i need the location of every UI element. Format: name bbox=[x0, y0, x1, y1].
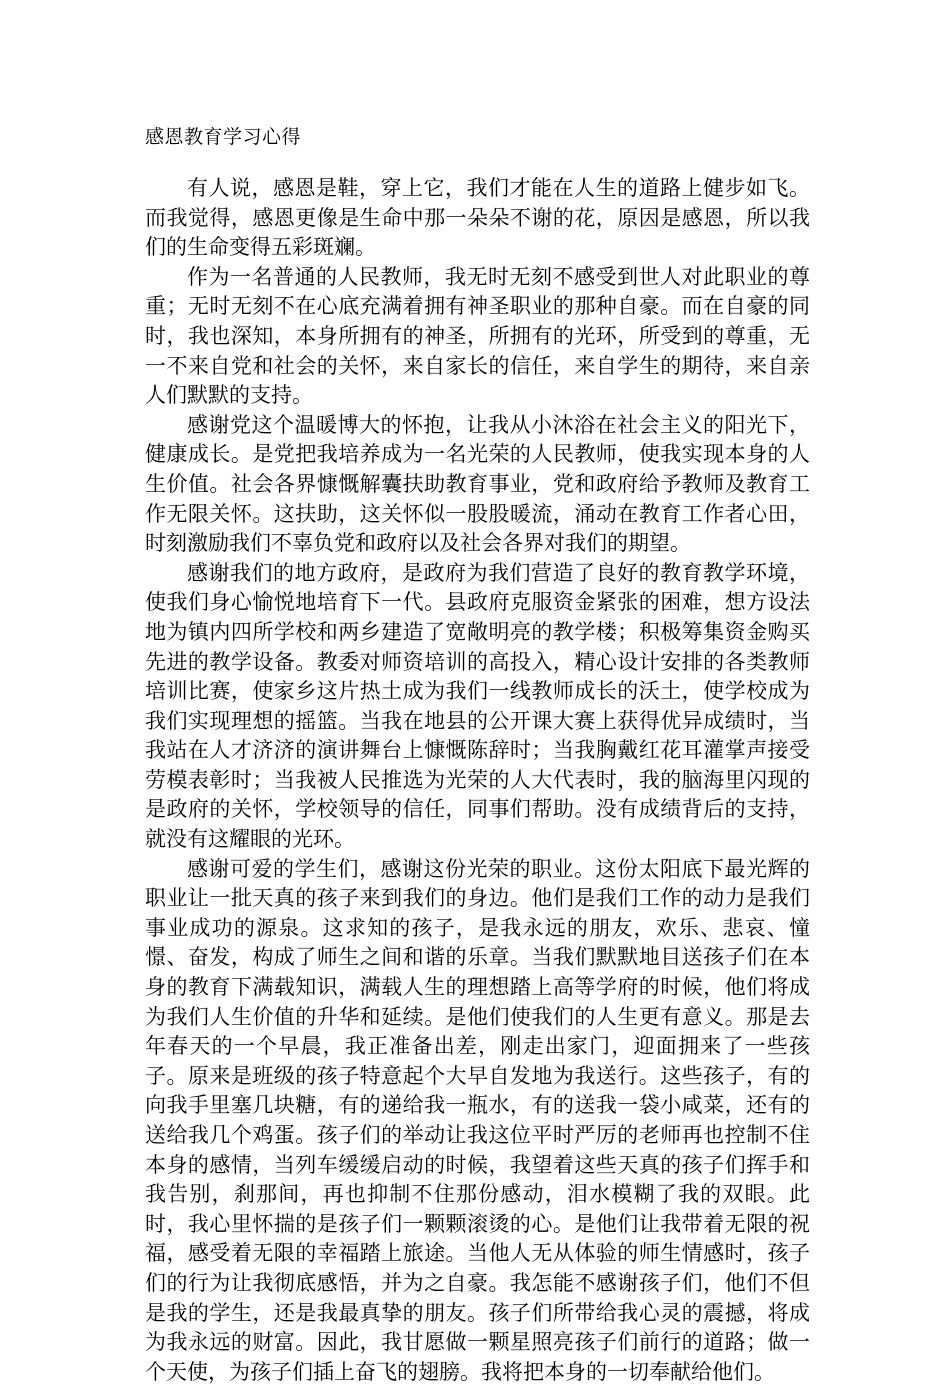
paragraph-2: 作为一名普通的人民教师，我无时无刻不感受到世人对此职业的尊重；无时无刻不在心底充满着拥有神圣职业的那种自豪。而在自豪的同时，我也深知，本身所拥有的神圣，所拥有的光环，所受到的尊重，无一不来自党和社会的关怀，来自家长的信任，来自学生的期待，来自亲人们默默的支持。 bbox=[145, 264, 810, 408]
document-page bbox=[145, 123, 810, 1387]
paragraph-1: 有人说，感恩是鞋，穿上它，我们才能在人生的道路上健步如飞。而我觉得，感恩更像是生命中那一朵朵不谢的花，原因是感恩，所以我们的生命变得五彩斑斓。 bbox=[145, 176, 810, 260]
paragraph-3: 感谢党这个温暖博大的怀抱，让我从小沐浴在社会主义的阳光下，健康成长。是党把我培养成为一名光荣的人民教师，使我实现本身的人生价值。社会各界慷慨解囊扶助教育事业，党和政府给予教师及教育工作无限关怀。这扶助，这关怀似一股股暖流，涌动在教育工作者心田，时刻激励我们不辜负党和政府以及社会各界对我们的期望。 bbox=[145, 412, 810, 556]
paragraph-4: 感谢我们的地方政府，是政府为我们营造了良好的教育教学环境，使我们身心愉悦地培育下一代。县政府克服资金紧张的困难，想方设法地为镇内四所学校和两乡建造了宽敞明亮的教学楼；积极筹集资金购买先进的教学设备。教委对师资培训的高投入，精心设计安排的各类教师培训比赛，使家乡这片热土成为我们一线教师成长的沃土，使学校成为我们实现理想的摇篮。当我在地县的公开课大赛上获得优异成绩时，当我站在人才济济的演讲舞台上慷慨陈辞时；当我胸戴红花耳灌掌声接受劳模表彰时；当我被人民推选为光荣的人大代表时，我的脑海里闪现的是政府的关怀，学校领导的信任，同事们帮助。没有成绩背后的支持，就没有这耀眼的光环。 bbox=[145, 560, 810, 852]
paragraph-5: 感谢可爱的学生们，感谢这份光荣的职业。这份太阳底下最光辉的职业让一批天真的孩子来到我们的身边。他们是我们工作的动力是我们事业成功的源泉。这求知的孩子，是我永远的朋友，欢乐、悲哀、憧憬、奋发，构成了师生之间和谐的乐章。当我们默默地目送孩子们在本身的教育下满载知识，满载人生的理想踏上高等学府的时候，他们将成为我们人生价值的升华和延续。是他们使我们的人生更有意义。那是去年春天的一个早晨，我正准备出差，刚走出家门，迎面拥来了一些孩子。原来是班级的孩子特意起个大早自发地为我送行。这些孩子，有的向我手里塞几块糖，有的递给我一瓶水，有的送我一袋小咸菜，还有的送给我几个鸡蛋。孩子们的举动让我这位平时严厉的老师再也控制不住本身的感情，当列车缓缓启动的时候，我望着这些天真的孩子们挥手和我告别，刹那间，再也抑制不住那份感动，泪水模糊了我的双眼。此时，我心里怀揣的是孩子们一颗颗滚烫的心。是他们让我带着无限的祝福，感受着无限的幸福踏上旅途。当他人无从体验的师生情感时，孩子们的行为让我彻底感悟，并为之自豪。我怎能不感谢孩子们，他们不但是我的学生，还是我最真挚的朋友。孩子们所带给我心灵的震撼，将成为我永远的财富。因此，我甘愿做一颗星照亮孩子们前行的道路；做一个天使，为孩子们插上奋飞的翅膀。我将把本身的一切奉献给他们。 bbox=[145, 856, 810, 1384]
document-body bbox=[145, 174, 810, 1387]
document-title: 感恩教育学习心得 bbox=[145, 126, 302, 148]
